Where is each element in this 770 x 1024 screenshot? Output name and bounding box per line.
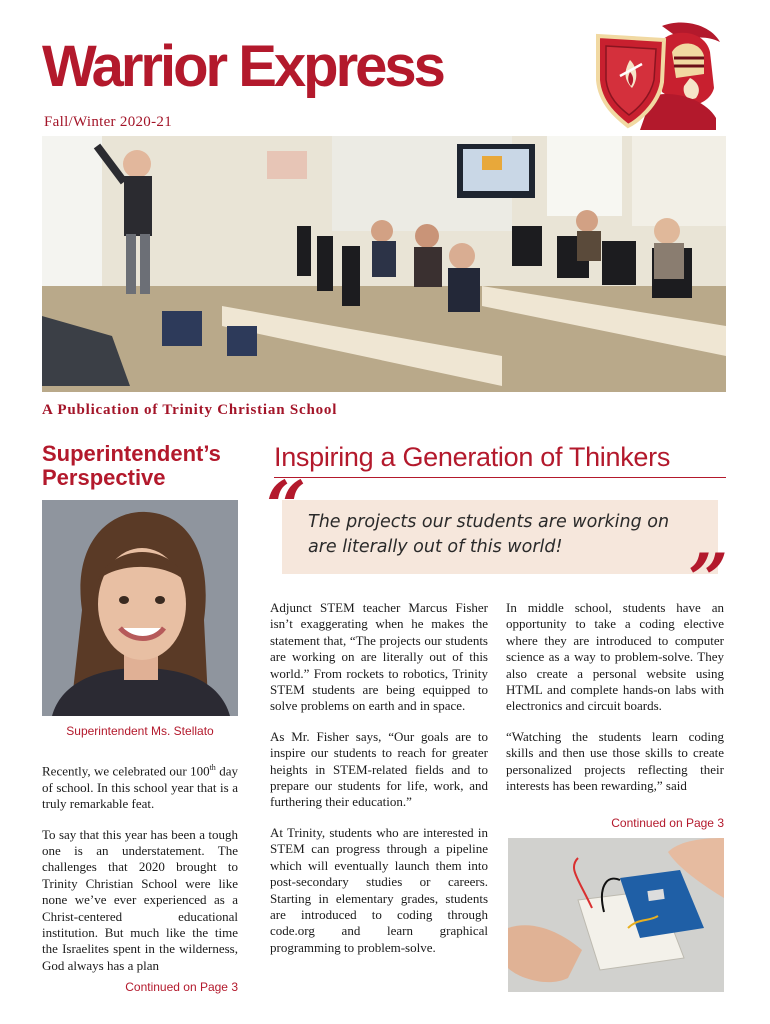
sidebar-heading [42,442,252,490]
close-quote-icon: ” [688,538,729,621]
newsletter-title: Warrior Express [42,34,443,99]
circuit-board-photo [508,838,724,992]
open-quote-icon: “ [266,465,307,548]
article-column-2 [506,600,724,808]
sidebar-continued-link[interactable]: Continued on Page 3 [125,980,238,994]
article-paragraph-3: At Trinity, students who are interested in STEM can progress through a pipeline which will eventually launch them into post-secondary studies or careers. Starting in elementary grades, students are introduced to coding through code.org and learn graphical programming to problem-solve. [270,824,488,955]
warrior-knight-shield-icon [592,18,732,130]
superintendent-portrait [42,500,238,716]
title-divider [274,477,726,478]
sidebar-paragraph-1-end: day of school. In this school year that is a truly remarkable feat. [42,763,238,812]
publication-line: A Publication of Trinity Christian School [42,402,338,418]
sidebar-paragraph-2: To say that this year has been a tough one is an understatement. The challenges that 2020 brought to Trinity Christian School were like none we’ve ever experienced as a Christ-centered educational institution. But much like the time the Israelites spent in the wilderness, God always has a plan [42,826,238,973]
sidebar-paragraph-1 [42,760,238,813]
article-title: Inspiring a Generation of Thinkers [274,442,671,472]
classroom-photo [42,136,726,392]
sidebar-heading-line2: Perspective [42,465,166,490]
article-paragraph-2: As Mr. Fisher says, “Our goals are to inspire our students to reach for greater heights in STEM-related fields and to prepare our students for life, work, and furthering their education.” [270,728,488,810]
article-paragraph-1: Adjunct STEM teacher Marcus Fisher isn’t exaggerating when he makes the statement that, “The projects our students are working on are literally out of this world.” From rockets to robotics, Trinity STEM students are being equipped to solve problems on earth and in space. [270,600,488,714]
portrait-caption: Superintendent Ms. Stellato [66,724,214,738]
pullquote-text: The projects our students are working on are literally out of this world! [308,512,670,557]
article-paragraph-5: “Watching the students learn coding skills and then use those skills to create personalized projects reflecting their interests has been rewarding,” said [506,728,724,794]
issue-date: Fall/Winter 2020-21 [44,114,172,130]
ordinal-suffix: th [209,763,216,772]
article-paragraph-4: In middle school, students have an opportunity to take a coding elective where they are introduced to computer science as a way to problem-solve. They also create a personal website using HTML and complete hands-on labs with electronics and circuit boards. [506,600,724,714]
article-column-1 [270,600,488,970]
pullquote-box [282,500,718,574]
article-continued-link[interactable]: Continued on Page 3 [611,816,724,830]
sidebar-heading-line1: Superintendent’s [42,441,221,466]
sidebar-paragraph-1-start: Recently, we celebrated our 100 [42,763,210,779]
masthead [42,34,582,118]
sidebar-body [42,760,238,988]
